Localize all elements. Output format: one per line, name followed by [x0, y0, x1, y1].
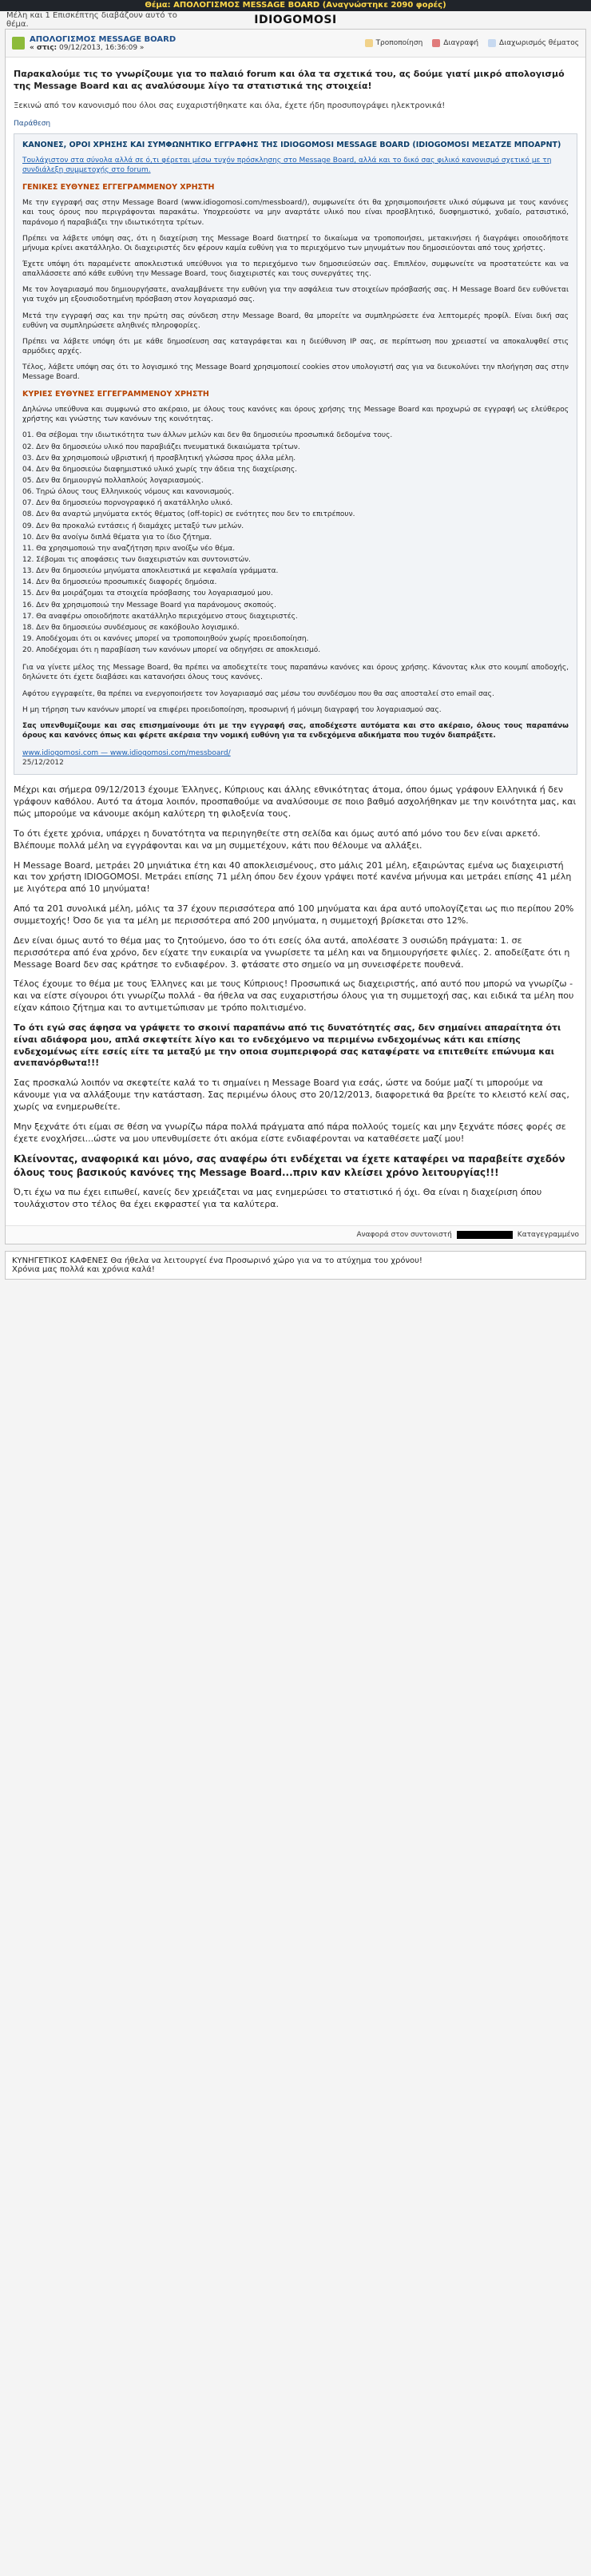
rules-paragraph: Πρέπει να λάβετε υπόψη σας, ότι η διαχείριση της Message Board διατηρεί το δικαίωμα να τροποποιήσει, μετακινήσει ή διαγράψει οποιοδήποτε μήνυμα κρίνει ακατάλληλο. Οι διαχειριστές δεν φέρουν καμία ευθύνη για το περιεχόμενο των μηνυμάτων που δημοσιεύονται από τους χρήστες. [22, 234, 569, 252]
section-2 [22, 663, 569, 740]
rules-list-item: 17. Θα αναφέρω οποιοδήποτε ακατάλληλο περιεχόμενο στους διαχειριστές. [22, 612, 298, 621]
body-paragraph-bold: Το ότι εγώ σας άφησα να γράψετε το σκοινί παραπάνω από τις δυνατότητές σας, δεν σημαίνει απαραίτητα ότι είναι αδιάφορα μου, απλά σκεφτείτε λίγο και το ενδεχόμενο να περιμένω ενδεχομένως κάτι και επίσης ενδεχομένως είτε εσείς είτε τα μεταξύ με την οποια συμπεριφορά σας καταφέρατε να επιτεθείτε επώνυμα και ανεπανόρθωτα!!! [14, 1022, 561, 1069]
post-meta [30, 44, 365, 52]
rules-paragraph: Τέλος, λάβετε υπόψη σας ότι το λογισμικό της Message Board χρησιμοποιεί cookies στον υπολογιστή σας για να διευκολύνει την πλοήγηση σας στην Message Board. [22, 363, 569, 382]
body-paragraph: Δεν είναι όμως αυτό το θέμα μας το ζητούμενο, όσο το ότι εσείς όλα αυτά, απολέσατε 3 ουσιώδη πράγματα: 1. σε περισσότερα από ένα χρόνο, δεν είχατε την ευκαιρία να γνωρίσετε τα μέλη και να δημιουργήσετε φιλίες. 2. αποδείξατε ότι η Message Board δεν σας κράτησε το ενδιαφέρον. 3. φτάσατε στο σημείο να μη συνεισφέρετε πουθενά. [14, 935, 570, 970]
title-wrap [30, 35, 365, 52]
rules-paragraph: Με τον λογαριασμό που δημιουργήσατε, αναλαμβάνετε την ευθύνη για την ασφάλεια των στοιχείων πρόσβασής σας. Η Message Board δεν ευθύνεται για τυχόν μη εξουσιοδοτημένη πρόσβαση στον λογαριασμό σας. [22, 286, 569, 304]
topic-title: Θέμα: ΑΠΟΛΟΓΙΣΜΟΣ MESSAGE BOARD (Αναγνώστηκε 2090 φορές) [145, 1, 446, 10]
split-topic-action[interactable] [488, 39, 579, 47]
topic-title-bar [0, 0, 591, 11]
rules-paragraph-bold: Σας υπενθυμίζουμε και σας επισημαίνουμε ότι με την εγγραφή σας, αποδέχεστε αυτόματα και στο ακέραιο, όλους τους παραπάνω όρους και κανόνες όπως και φέρετε ακέραια την νομική ευθύνη για τα ενδεχόμενα αδικήματα που τυχόν διαπράξετε. [22, 721, 569, 740]
rules-list-item: 06. Τηρώ όλους τους Ελληνικούς νόμους και κανονισμούς. [22, 488, 235, 497]
bottom-line-2: Χρόνια μας πολλά και χρόνια καλά! [12, 1264, 155, 1274]
section-1 [22, 390, 569, 655]
delete-label: Διαγραφή [443, 39, 479, 47]
viewers-info: Μέλη και 1 Επισκέπτης διαβάζουν αυτό το θέμα. [6, 11, 177, 29]
rules-list-item: 11. Θα χρησιμοποιώ την αναζήτηση πριν ανοίξω νέο θέμα. [22, 544, 236, 553]
body-paragraph: Από τα 201 συνολικά μέλη, μόλις τα 37 έχουν περισσότερα από 100 μηνύματα και άρα αυτό υπολογίζεται ως πιο περίπου 20% συμμετοχής! Όσο δε για τα μέλη με περισσότερα από 200 μηνύματα, η συμμετοχή βρίσκεται στο 12%. [14, 903, 574, 926]
subheader [0, 11, 591, 29]
rules-list-item: 03. Δεν θα χρησιμοποιώ υβριστική ή προσβλητική γλώσσα προς άλλα μέλη. [22, 454, 296, 462]
body-paragraph: Η Message Board, μετράει 20 μηνιάτικα έτη και 40 αποκλεισμένους, στο μάλις 201 μέλη, εξαιρώντας εμένα ως διαχειριστή και τον χρήστη IDIOGOMOSI. Μετράει επίσης 71 μέλη όπου δεν έχουν γράψει ποτέ κανένα μήνυμα και μετράει επίσης 41 μέλη με λιγότερα από 10 μηνύματα! [14, 859, 572, 895]
meta-datetime: 09/12/2013, 16:36:09 » [59, 43, 145, 52]
edit-label: Τροποποίηση [375, 39, 423, 47]
rules-list-item: 19. Αποδέχομαι ότι οι κανόνες μπορεί να τροποποιηθούν χωρίς προειδοποίηση. [22, 634, 309, 643]
rules-list-item: 07. Δεν θα δημοσιεύω πορνογραφικό ή ακατάλληλο υλικό. [22, 499, 233, 508]
rules-intro-link[interactable]: Τουλάχιστον στα σύνολα αλλά σε ό,τι φέρεται μέσω τυχόν πρόσκλησης στο Message Board, αλλά και το δικό σας φιλικό κανονισμό σχετικό με τη συνδιάλεξη συμμετοχής στο forum. [22, 157, 552, 175]
rules-paragraph: Έχετε υπόψη ότι παραμένετε αποκλειστικά υπεύθυνοι για το περιεχόμενο των δημοσιεύσεών σας. Επιπλέον, συμφωνείτε να προστατεύετε και να απαλλάσσετε από κάθε ευθύνη την Message Board, τους διαχειριστές και τους συνεργάτες της. [22, 260, 569, 279]
rules-paragraph: Με την εγγραφή σας στην Message Board (www.idiogomosi.com/messboard/), συμφωνείτε ότι θα χρησιμοποιήσετε υλικό σύμφωνα με τους κανόνες και τους όρους που περιγράφονται παρακάτω. Υποχρεούστε να μην αναρτάτε υλικό που είναι προσβλητικό, δυσφημιστικό, χυδαίο, ρατσιστικό, παράνομο ή παραβιάζει την ιδιωτικότητα τρίτων. [22, 199, 569, 227]
post-container [5, 29, 586, 1244]
quote-citation: Παράθεση [14, 120, 51, 129]
post-header [6, 30, 585, 58]
body-paragraph: Ό,τι έχω να πω έχει ειπωθεί, κανείς δεν χρειάζεται να μας ενημερώσει το στατιστικό ή όχι. Θα είναι η διαχείριση όπου τουλάχιστον στο τέλος θα έχει εκφραστεί για τα καλύτερα. [14, 1186, 542, 1209]
rules-list-item: 14. Δεν θα δημοσιεύω προσωπικές διαφορές δημόσια. [22, 578, 217, 587]
delete-icon [432, 39, 440, 47]
rules-paragraph: Η μη τήρηση των κανόνων μπορεί να επιφέρει προειδοποίηση, προσωρινή ή μόνιμη διαγραφή του λογαριασμού σας. [22, 705, 442, 714]
rules-paragraph: Μετά την εγγραφή σας και την πρώτη σας σύνδεση στην Message Board, θα μπορείτε να συμπληρώσετε ένα λεπτομερές προφίλ. Είναι δική σας ευθύνη να συμπληρώσετε αληθινές πληροφορίες. [22, 312, 569, 330]
delete-action[interactable] [432, 39, 478, 47]
post-body-text [14, 784, 577, 1210]
post-actions [365, 39, 579, 47]
rules-date: 25/12/2012 [22, 759, 64, 768]
bottom-signature [5, 1251, 586, 1280]
post-lead: Παρακαλούμε τις το γνωρίζουμε για το παλαιό forum και όλα τα σχετικά του, ας δούμε γιατί μικρό απολογισμό της Message Board και ας αναλύσουμε λίγο τα στατιστικά της στοιχεία! [14, 69, 565, 91]
bottom-line-1: ΚΥΝΗΓΕΤΙΚΟΣ ΚΑΦΕΝΕΣ Θα ήθελα να λειτουργεί ένα Προσωρινό χώρο για να το ατύχημα του χρόνου! [12, 1256, 422, 1265]
rules-list-item: 04. Δεν θα δημοσιεύω διαφημιστικό υλικό χωρίς την άδεια της διαχείρισης. [22, 465, 297, 474]
body-paragraph: Το ότι έχετε χρόνια, υπάρχει η δυνατότητα να περιηγηθείτε στη σελίδα και όμως αυτό από μόνο του δεν είναι αρκετό. Βλέπουμε πολλά μέλη να εγγράφονται και να μη συμμετέχουν, κάτι που θέλουμε να αλλάξει. [14, 828, 541, 851]
site-name: IDIOGOMOSI [254, 14, 337, 26]
rules-list [22, 431, 569, 655]
rules-quote [14, 133, 577, 775]
rules-site-link[interactable]: www.idiogomosi.com — www.idiogomosi.com/messboard/ [22, 749, 231, 758]
rules-paragraph: Για να γίνετε μέλος της Message Board, θα πρέπει να αποδεχτείτε τους παραπάνω κανόνες και όρους χρήσης. Κάνοντας κλικ στο κουμπί αποδοχής, δηλώνετε ότι έχετε διαβάσει και κατανοήσει όλους τους κανόνες. [22, 664, 569, 682]
ip-logged: Καταγεγραμμένο [517, 1230, 579, 1239]
rules-list-item: 01. Θα σέβομαι την ιδιωτικότητα των άλλων μελών και δεν θα δημοσιεύω προσωπικά δεδομένα τους. [22, 431, 393, 440]
split-label: Διαχωρισμός θέματος [499, 39, 579, 47]
body-paragraph: Μην ξεχνάτε ότι είμαι σε θέση να γνωρίζω πάρα πολλά πράγματα από πάρα πολλούς τομείς και μην ξεχνάτε πόσες φορές σε έχετε ενοχλήσει...ώστε να μου υπενθυμίσετε ότι ακόμα είστε ενδιαφέρονται να καταθέσετε μαζί μου! [14, 1121, 566, 1144]
rules-list-item: 05. Δεν θα δημιουργώ πολλαπλούς λογαριασμούς. [22, 477, 204, 485]
rules-list-item: 09. Δεν θα προκαλώ εντάσεις ή διαμάχες μεταξύ των μελών. [22, 522, 244, 530]
rules-list-item: 02. Δεν θα δημοσιεύω υλικό που παραβιάζει πνευματικά δικαιώματα τρίτων. [22, 443, 300, 451]
post-body [6, 58, 585, 1225]
rules-list-item: 16. Δεν θα χρησιμοποιώ την Message Board για παράνομους σκοπούς. [22, 601, 277, 609]
meta-prefix: « στις: [30, 43, 58, 52]
edit-action[interactable] [365, 39, 423, 47]
rules-list-item: 12. Σέβομαι τις αποφάσεις των διαχειριστών και συντονιστών. [22, 555, 252, 564]
rules-paragraph: Αφότου εγγραφείτε, θα πρέπει να ενεργοποιήσετε τον λογαριασμό σας μέσω του συνδέσμου που θα σας αποσταλεί στο email σας. [22, 689, 494, 698]
rules-list-item: 13. Δεν θα δημοσιεύω μηνύματα αποκλειστικά με κεφαλαία γράμματα. [22, 567, 279, 576]
rules-list-item: 15. Δεν θα μοιράζομαι τα στοιχεία πρόσβασης του λογαριασμού μου. [22, 589, 273, 598]
rules-title: ΚΑΝΟΝΕΣ, ΟΡΟΙ ΧΡΗΣΗΣ ΚΑΙ ΣΥΜΦΩΝΗΤΙΚΟ ΕΓΓΡΑΦΗΣ ΤΗΣ IDIOGOMOSI MESSAGE BOARD (IDIOGOMOSI ΜΕΣΑΤΖΕ ΜΠΟΑΡΝΤ) [22, 141, 561, 150]
redacted-block [457, 1231, 513, 1239]
body-paragraph: Μέχρι και σήμερα 09/12/2013 έχουμε Έλληνες, Κύπριους και άλλης εθνικότητας άτομα, όπου όμως γράφουν Ελληνικά ή δεν γράφουν καθόλου. Αυτό τα άτομα λοιπόν, προσπαθούμε να αναλύσουμε σε ποιο βαθμό ασχολήθηκαν με την κοινότητα μας, και πώς μπορούμε να κάνουμε ακόμη καλύτερη τη φιλοξενία τους. [14, 784, 577, 820]
split-icon [488, 39, 496, 47]
section-heading: ΓΕΝΙΚΕΣ ΕΥΘΥΝΕΣ ΕΓΓΕΓΡΑΜΜΕΝΟΥ ΧΡΗΣΤΗ [22, 183, 215, 193]
rules-list-item: 08. Δεν θα αναρτώ μηνύματα εκτός θέματος (off-topic) σε ενότητες που δεν το επιτρέπουν. [22, 510, 355, 519]
body-paragraph: Τέλος έχουμε το θέμα με τους Έλληνες και με τους Κύπριους! Προσωπικά ως διαχειριστής, από αυτό που μπορώ να γνωρίζω - και να είστε σίγουροι ότι γνωρίζω πολλά - θα ήθελα να σας ευχαριστήσω όλους για τη συμμετοχή σας, και ειδικά τα μέλη που είχαν κάποιο ζήτημα και το αντιμετώπισαν με τρόπο πολιτισμένο. [14, 978, 574, 1014]
body-paragraph: Σας προσκαλώ λοιπόν να σκεφτείτε καλά το τι σημαίνει η Message Board για εσάς, ώστε να δούμε μαζί τι μπορούμε να κάνουμε για να αλλάξουμε την κατάσταση. Σας περιμένω όλους στο 20/12/2013, διαφορετικά θα βρείτε το κλειστό κελί σας, χωρίς να ενημερωθείτε. [14, 1078, 569, 1112]
edit-icon [365, 39, 373, 47]
rules-list-item: 20. Αποδέχομαι ότι η παραβίαση των κανόνων μπορεί να οδηγήσει σε αποκλεισμό. [22, 646, 321, 655]
rules-paragraph: Δηλώνω υπεύθυνα και συμφωνώ στο ακέραιο, με όλους τους κανόνες και όρους χρήσης της Message Board και προχωρώ σε εγγραφή ως ελεύθερος χρήστης και γνώστης των κανόνων της κοινότητας. [22, 406, 569, 424]
rules-signature [22, 748, 569, 768]
body-paragraph-bold: Κλείνοντας, αναφορικά και μόνο, σας αναφέρω ότι ενδέχεται να έχετε καταφέρει να παραβείτε σχεδόν όλους τους βασικούς κανόνες της Message Board...πριν καν κλείσει χρόνο λειτουργίας!!! [14, 1153, 565, 1178]
section-heading: ΚΥΡΙΕΣ ΕΥΘΥΝΕΣ ΕΓΓΕΓΡΑΜΜΕΝΟΥ ΧΡΗΣΤΗ [22, 390, 209, 399]
section-0 [22, 183, 569, 382]
rules-list-item: 10. Δεν θα ανοίγω διπλά θέματα για το ίδιο ζήτημα. [22, 533, 212, 542]
rules-paragraph: Πρέπει να λάβετε υπόψη ότι με κάθε δημοσίευση σας καταγράφεται και η διεύθυνση IP σας, σε περίπτωση που χρειαστεί να αποκαλυφθεί στις αρμόδιες αρχές. [22, 337, 569, 355]
rules-list-item: 18. Δεν θα δημοσιεύω συνδέσμους σε κακόβουλο λογισμικό. [22, 623, 240, 632]
post-note: Ξεκινώ από τον κανονισμό που όλοι σας ευχαριστήθηκατε και όλα, έχετε ήδη προσυπογράψει ηλεκτρονικά! [14, 101, 446, 110]
topic-icon [12, 37, 25, 50]
post-title[interactable]: ΑΠΟΛΟΓΙΣΜΟΣ MESSAGE BOARD [30, 34, 177, 44]
post-footer [6, 1225, 585, 1244]
report-to-moderator-link[interactable]: Αναφορά στον συντονιστή [356, 1230, 452, 1239]
